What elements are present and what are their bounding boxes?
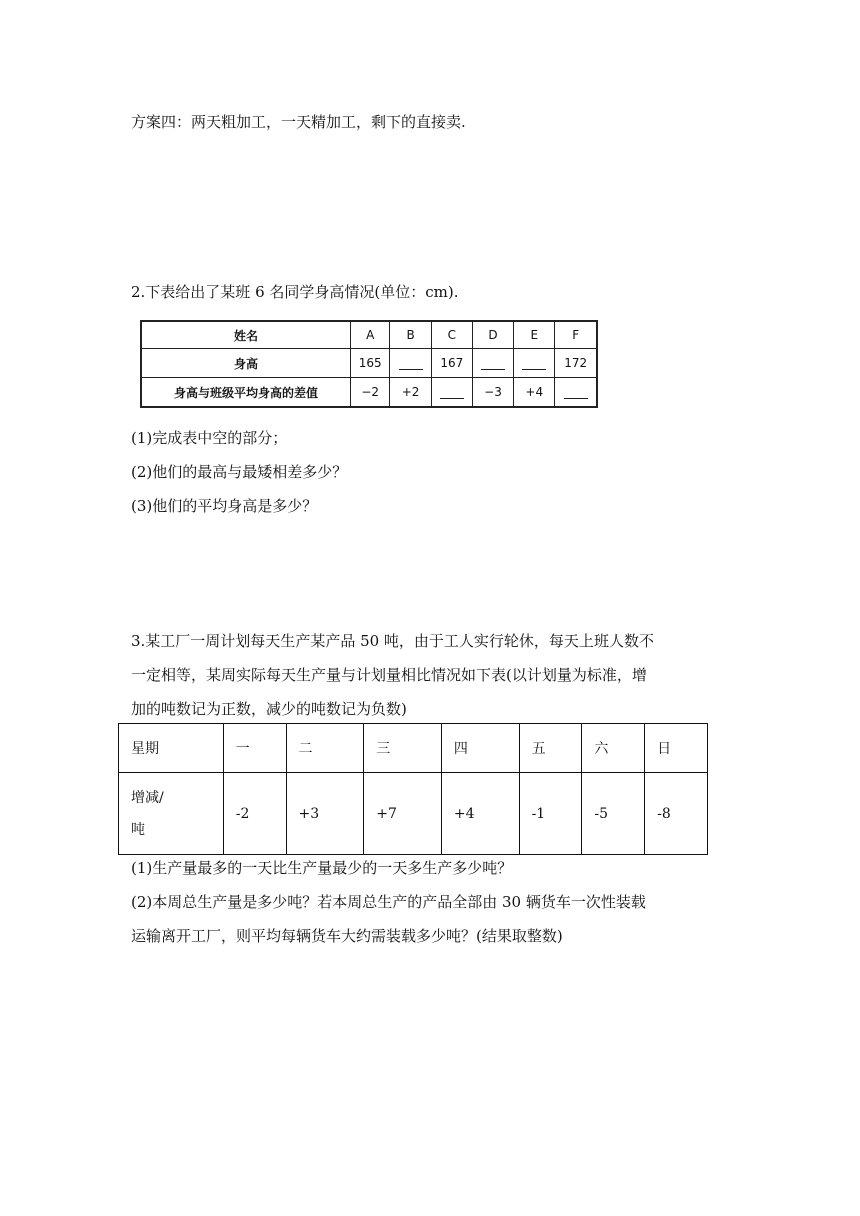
production-table: [118, 723, 708, 855]
weekday-cell: 日: [645, 724, 708, 773]
height-table: [140, 320, 598, 408]
question-2-sub-2: (2)他们的最高与最矮相差多少？: [131, 463, 348, 481]
question-3-body: [131, 624, 731, 726]
change-cell: +7: [364, 773, 442, 855]
diff-blank-cell: [431, 378, 472, 407]
change-cell: -8: [645, 773, 708, 855]
name-cell: B: [390, 321, 431, 349]
row-label-diff: 身高与班级平均身高的差值: [141, 378, 351, 407]
name-cell: D: [472, 321, 513, 349]
table-row: [141, 378, 597, 407]
table-row: [141, 349, 597, 378]
weekday-cell: 一: [223, 724, 286, 773]
change-cell: -2: [223, 773, 286, 855]
height-cell: 165: [351, 349, 390, 378]
weekday-cell: 五: [519, 724, 582, 773]
diff-blank-cell: [555, 378, 597, 407]
height-blank-cell: [472, 349, 513, 378]
question-3-line: 加的吨数记为正数，减少的吨数记为负数): [131, 700, 407, 718]
question-3-line: 3.某工厂一周计划每天生产某产品 50 吨，由于工人实行轮休，每天上班人数不: [131, 632, 654, 650]
weekday-cell: 二: [286, 724, 364, 773]
height-blank-cell: [390, 349, 431, 378]
height-cell: 172: [555, 349, 597, 378]
change-header-line: 增减/: [131, 789, 164, 806]
name-cell: E: [514, 321, 555, 349]
diff-cell: −3: [472, 378, 513, 407]
weekday-cell: 四: [441, 724, 519, 773]
question-3-sub-2-cont: 运输离开工厂，则平均每辆货车大约需装载多少吨？(结果取整数): [131, 927, 563, 945]
name-cell: A: [351, 321, 390, 349]
height-blank-cell: [514, 349, 555, 378]
row-label-name: 姓名: [141, 321, 351, 349]
question-3-sub-2: (2)本周总生产量是多少吨？若本周总生产的产品全部由 30 辆货车一次性装载: [131, 893, 646, 911]
question-3-line: 一定相等，某周实际每天生产量与计划量相比情况如下表(以计划量为标准，增: [131, 666, 647, 684]
change-header-line: 吨: [131, 821, 145, 838]
question-3-subquestions: [131, 851, 731, 953]
blank-line: [564, 397, 588, 399]
change-cell: -1: [519, 773, 582, 855]
diff-cell: +2: [390, 378, 431, 407]
change-cell: -5: [582, 773, 645, 855]
blank-line: [399, 368, 423, 370]
weekday-cell: 六: [582, 724, 645, 773]
table-row: [141, 321, 597, 349]
blank-line: [440, 397, 464, 399]
name-cell: F: [555, 321, 597, 349]
weekday-cell: 三: [364, 724, 442, 773]
question-2-title: 2.下表给出了某班 6 名同学身高情况(单位：cm).: [131, 283, 459, 301]
change-header: [119, 773, 224, 855]
diff-cell: −2: [351, 378, 390, 407]
height-cell: 167: [431, 349, 472, 378]
change-cell: +3: [286, 773, 364, 855]
plan-four-text: 方案四：两天粗加工，一天精加工，剩下的直接卖.: [131, 113, 466, 131]
name-cell: C: [431, 321, 472, 349]
diff-cell: +4: [514, 378, 555, 407]
weekday-header: 星期: [119, 724, 224, 773]
question-3-sub-1: (1)生产量最多的一天比生产量最少的一天多生产多少吨？: [131, 859, 513, 877]
table-row: [119, 773, 708, 855]
change-cell: +4: [441, 773, 519, 855]
blank-line: [522, 368, 546, 370]
row-label-height: 身高: [141, 349, 351, 378]
question-2-sub-3: (3)他们的平均身高是多少？: [131, 497, 318, 515]
blank-line: [481, 368, 505, 370]
table-row: [119, 724, 708, 773]
question-2-sub-1: (1)完成表中空的部分；: [131, 429, 288, 447]
